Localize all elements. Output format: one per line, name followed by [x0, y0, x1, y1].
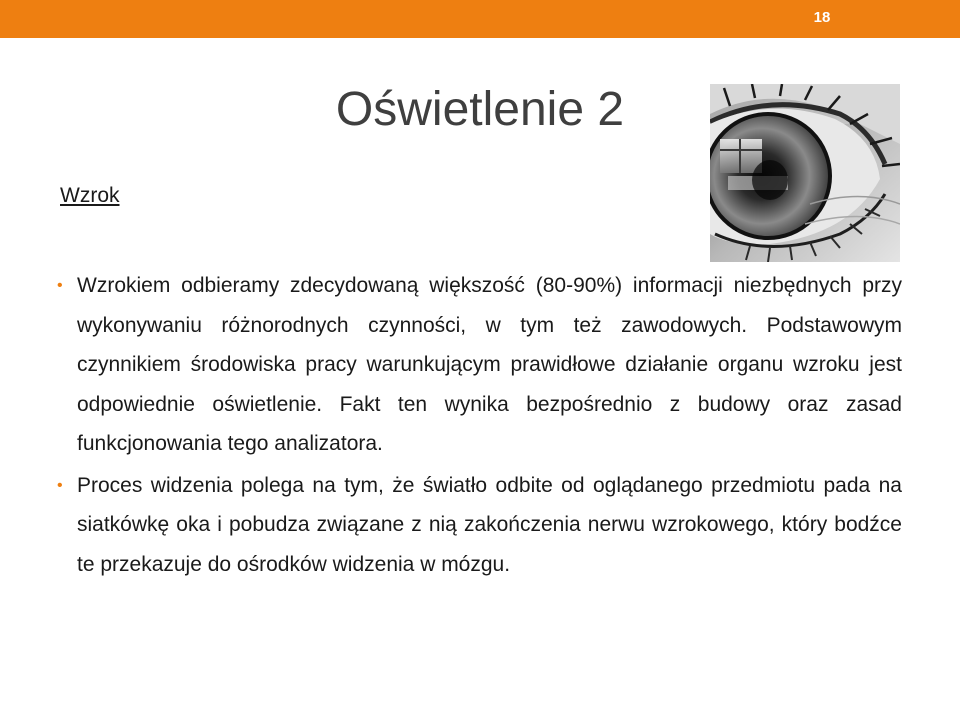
bullet-list [57, 266, 902, 586]
bullet-dot-icon: • [57, 476, 63, 494]
eye-photo-icon [710, 84, 900, 262]
top-accent-bar [0, 0, 960, 38]
bullet-dot-icon: • [57, 277, 63, 294]
bullet-item [57, 266, 902, 464]
subheading: Wzrok [60, 184, 120, 207]
slide-title: Oświetlenie 2 [335, 83, 625, 136]
bullet-text: Wzrokiem odbieramy zdecydowaną większość (80-90%) informacji niezbędnych przy wykonywaniu różnorodnych czynności, w tym też zawodowych. Podstawowym czynnikiem środowiska pracy warunkującym prawidłowe działanie organu wzroku jest odpowiednie oświetlenie. Fakt ten wynika bezpośrednio z budowy oraz zasad funkcjonowania tego analizatora. [77, 274, 902, 455]
bullet-item [57, 466, 902, 585]
slide-number: 18 [813, 9, 831, 26]
bullet-text: Proces widzenia polega na tym, że światło odbite od oglądanego przedmiotu pada na siatkówkę oka i pobudza związane z nią zakończenia nerwu wzrokowego, który bodźce te przekazuje do ośrodków widzenia w mózgu. [77, 473, 902, 576]
